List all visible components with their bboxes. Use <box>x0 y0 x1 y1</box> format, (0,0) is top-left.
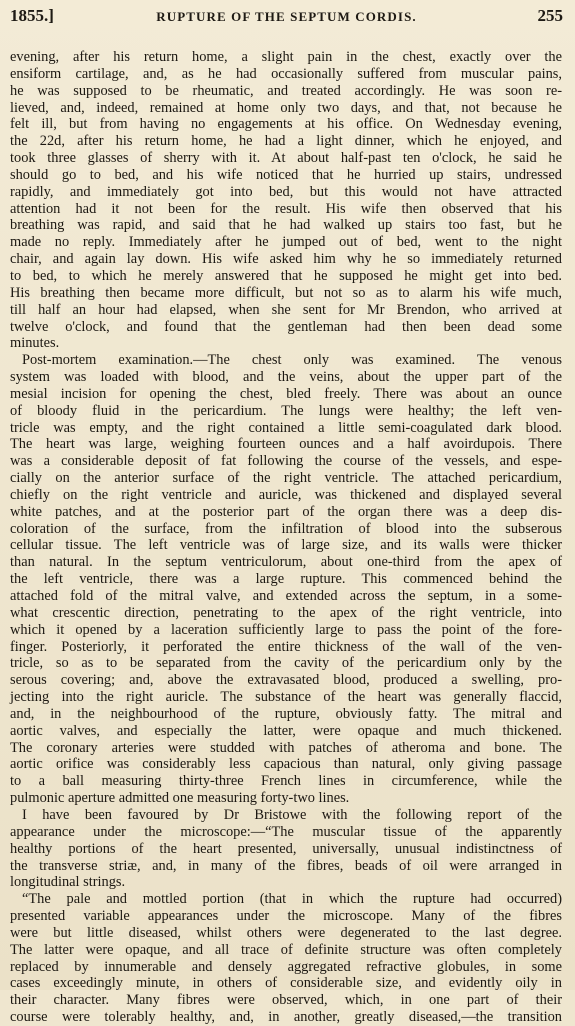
text-line: which it opened by a laceration sufficiently large to pass the point of the fore- <box>10 621 562 638</box>
text-line: was a considerable deposit of fat following the course of the vessels, and espe- <box>10 453 562 470</box>
text-line: finger. Posteriorly, it perforated the entire thickness of the wall of the ven- <box>10 638 562 655</box>
text-line: aortic orifice was considerably less capacious than natural, only giving passage <box>10 756 562 773</box>
text-line: presented variable appearances under the microscope. Many of the fibres <box>10 908 562 925</box>
text-line: pulmonic aperture admitted one measuring forty-two lines. <box>10 790 350 807</box>
running-head-year: 1855.] <box>10 6 54 25</box>
text-line: course were tolerably healthy, and, in another, greatly diseased,—the transition <box>10 1009 562 1026</box>
text-line: chiefly on the right ventricle and auricle, was thickened and displayed several <box>10 486 562 503</box>
text-line: made no reply. Immediately after he jumped out of bed, went to the night <box>10 234 562 251</box>
text-line: he was supposed to be rheumatic, and treated accordingly. He was soon re- <box>10 82 562 99</box>
text-line: breathing was rapid, and said that he had walked up stairs too fast, but he <box>10 217 562 234</box>
text-line: cases exceedingly minute, in others of considerable size, and evidently oily in <box>10 975 562 992</box>
text-line: appearance under the microscope:—“The muscular tissue of the apparently <box>10 823 562 840</box>
text-line: Post-mortem examination.—The chest only was examined. The venous <box>22 352 562 369</box>
text-line: felt ill, but from having no engagements at his office. On Wednesday evening, <box>10 116 562 133</box>
text-line: cially on the anterior surface of the right ventricle. The attached pericardium, <box>10 470 562 487</box>
text-line: I have been favoured by Dr Bristowe with the following report of the <box>22 806 562 823</box>
text-line: attention had it not been for the result. His wife then observed that his <box>10 200 562 217</box>
text-line: cellular tissue. The left ventricle was of large size, and its walls were thicker <box>10 537 562 554</box>
text-line: the 22d, after his return home, he had a light dinner, which he enjoyed, and <box>10 133 562 150</box>
text-line: His breathing then became more difficult, but not so as to alarm his wife much, <box>10 284 562 301</box>
running-head-title: RUPTURE OF THE SEPTUM CORDIS. <box>156 9 417 24</box>
text-line: were but little diseased, whilst others were degenerated to the last degree. <box>10 924 562 941</box>
text-line: twelve o'clock, and found that the gentleman had then been dead some <box>10 318 562 335</box>
text-line: what crescentic direction, penetrating to the apex of the right ventricle, into <box>10 604 562 621</box>
text-line: their character. Many fibres were observed, which, in one part of their <box>10 992 562 1009</box>
text-line: The heart was large, weighing fourteen ounces and a half avoirdupois. There <box>10 436 562 453</box>
text-line: longitudinal strings. <box>10 874 126 891</box>
text-line: chair, and again lay down. His wife asked him why he so immediately returned <box>10 251 562 268</box>
text-line: serous covering; and, above the extravasated blood, produced a swelling, pro- <box>10 672 562 689</box>
text-line: jecting into the right auricle. The substance of the heart was generally flaccid, <box>10 689 562 706</box>
page-number: 255 <box>537 6 563 25</box>
text-line: of bloody fluid in the pericardium. The lungs were healthy; the left ven- <box>10 402 562 419</box>
text-line: The latter were opaque, and all trace of definite structure was often completely <box>10 941 562 958</box>
text-line: and, in the neighbourhood of the rupture, obviously fatty. The mitral and <box>10 705 562 722</box>
text-line: than natural. In the septum ventriculorum, about one-third from the apex of <box>10 554 562 571</box>
text-line: to a ball measuring thirty-three French lines in circumference, while the <box>10 773 562 790</box>
text-line: healthy portions of the heart presented, universally, unusual indistinctness of <box>10 840 562 857</box>
text-line: rapidly, and immediately got into bed, but this would not have attracted <box>10 183 562 200</box>
text-line: took three glasses of sherry with it. At about half-past ten o'clock, he said he <box>10 150 562 167</box>
text-line: ensiform cartilage, and, as he had occasionally suffered from muscular pains, <box>10 65 562 82</box>
body-text <box>10 49 562 1026</box>
running-head <box>10 6 563 30</box>
text-line: should go to bed, and his wife noticed that he hurried up stairs, undressed <box>10 166 562 183</box>
text-line: coloration of the surface, from the infiltration of blood into the subserous <box>10 520 562 537</box>
text-line: to bed, to which he merely answered that he supposed he might get into bed. <box>10 267 562 284</box>
text-line: the transverse striæ, and, in many of the fibres, beads of oil were arranged in <box>10 857 562 874</box>
text-line: The coronary arteries were studded with patches of atheroma and bone. The <box>10 739 562 756</box>
text-line: evening, after his return home, a slight pain in the chest, exactly over the <box>10 49 562 65</box>
text-line: attached fold of the mitral valve, and extended across the septum, in a some- <box>10 588 562 604</box>
text-line: replaced by innumerable and densely aggregated refractive globules, in some <box>10 958 562 975</box>
text-line: till half an hour had elapsed, when she sent for Mr Brendon, who arrived at <box>10 301 562 318</box>
text-line: lieved, and, indeed, remained at home only two days, and that, not because he <box>10 99 562 116</box>
text-line: mesial incision for opening the chest, bled freely. There was about an ounce <box>10 385 562 402</box>
text-line: tricle was empty, and the right contained a little semi-coagulated dark blood. <box>10 419 562 436</box>
text-line: tricle, so as to be separated from the cavity of the pericardium only by the <box>10 655 562 672</box>
text-line: minutes. <box>10 335 60 352</box>
text-line: aortic valves, and especially the latter, were opaque and much thickened. <box>10 722 562 739</box>
text-line: the left ventricle, there was a large rupture. This commenced behind the <box>10 571 562 588</box>
text-line: white patches, and at the posterior part of the organ there was a deep dis- <box>10 503 562 520</box>
text-line: system was loaded with blood, and the veins, about the upper part of the <box>10 369 562 386</box>
text-line: “The pale and mottled portion (that in which the rupture had occurred) <box>22 891 562 908</box>
